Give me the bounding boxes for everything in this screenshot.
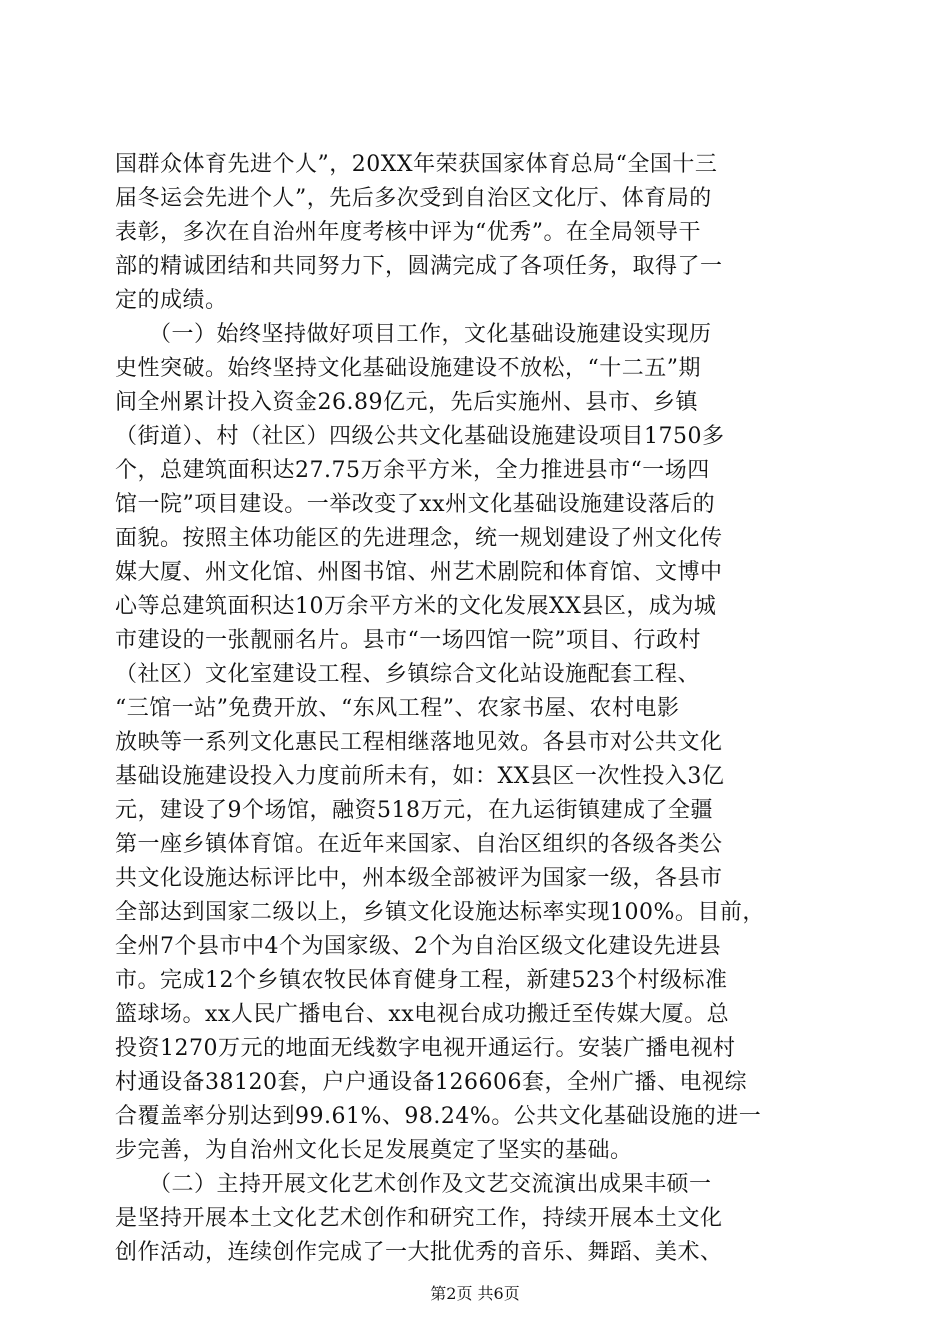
text-line: 村通设备38120套，户户通设备126606套，全州广播、电视综: [115, 1070, 747, 1095]
text-line: 馆一院”项目建设。一举改变了xx州文化基础设施建设落后的: [115, 492, 716, 517]
text-line: （一）始终坚持做好项目工作，文化基础设施建设实现历: [115, 322, 712, 347]
page-footer: 第2页 共6页: [430, 1284, 520, 1303]
text-line: 第一座乡镇体育馆。在近年来国家、自治区组织的各级各类公: [115, 832, 723, 857]
text-line: 间全州累计投入资金26.89亿元，先后实施州、县市、乡镇: [115, 390, 698, 415]
text-line: 创作活动，连续创作完成了一大批优秀的音乐、舞蹈、美术、: [115, 1240, 723, 1265]
text-line: 届冬运会先进个人”，先后多次受到自治区文化厅、体育局的: [115, 186, 712, 211]
text-line: 是坚持开展本土文化艺术创作和研究工作，持续开展本土文化: [115, 1206, 723, 1231]
text-line: 全部达到国家二级以上，乡镇文化设施达标率实现100%。目前，: [115, 900, 765, 925]
text-line: （二）主持开展文化艺术创作及文艺交流演出成果丰硕一: [115, 1172, 712, 1197]
text-line: “三馆一站”免费开放、“东风工程”、农家书屋、农村电影: [115, 696, 680, 721]
text-line: 定的成绩。: [115, 288, 228, 313]
text-line: 合覆盖率分别达到99.61%、98.24%。公共文化基础设施的进一: [115, 1104, 762, 1129]
text-line: 心等总建筑面积达10万余平方米的文化发展XX县区，成为城: [115, 594, 717, 619]
text-line: 表彰，多次在自治州年度考核中评为“优秀”。在全局领导干: [115, 220, 701, 245]
text-line: 部的精诚团结和共同努力下，圆满完成了各项任务，取得了一: [115, 254, 723, 279]
text-line: 元，建设了9个场馆，融资518万元，在九运街镇建成了全疆: [115, 798, 713, 823]
document-body: [115, 148, 835, 1270]
text-line: 投资1270万元的地面无线数字电视开通运行。安装广播电视村: [115, 1036, 736, 1061]
text-line: 市。完成12个乡镇农牧民体育健身工程，新建523个村级标准: [115, 968, 728, 993]
text-line: （街道）、村（社区）四级公共文化基础设施建设项目1750多: [115, 424, 725, 449]
text-line: 史性突破。始终坚持文化基础设施建设不放松，“十二五”期: [115, 356, 701, 381]
text-line: 面貌。按照主体功能区的先进理念，统一规划建设了州文化传: [115, 526, 723, 551]
text-line: （社区）文化室建设工程、乡镇综合文化站设施配套工程、: [115, 662, 701, 687]
text-line: 个，总建筑面积达27.75万余平方米，全力推进县市“一场四: [115, 458, 710, 483]
text-line: 市建设的一张靓丽名片。县市“一场四馆一院”项目、行政村: [115, 628, 701, 653]
text-line: 共文化设施达标评比中，州本级全部被评为国家一级，各县市: [115, 866, 723, 891]
text-line: 篮球场。xx人民广播电台、xx电视台成功搬迁至传媒大厦。总: [115, 1002, 730, 1027]
text-line: 步完善，为自治州文化长足发展奠定了坚实的基础。: [115, 1138, 633, 1163]
text-line: 全州7个县市中4个为国家级、2个为自治区级文化建设先进县: [115, 934, 721, 959]
text-line: 基础设施建设投入力度前所未有，如：XX县区一次性投入3亿: [115, 764, 725, 789]
text-line: 媒大厦、州文化馆、州图书馆、州艺术剧院和体育馆、文博中: [115, 560, 723, 585]
text-line: 国群众体育先进个人”，20XX年荣获国家体育总局“全国十三: [115, 152, 718, 177]
text-line: 放映等一系列文化惠民工程相继落地见效。各县市对公共文化: [115, 730, 723, 755]
